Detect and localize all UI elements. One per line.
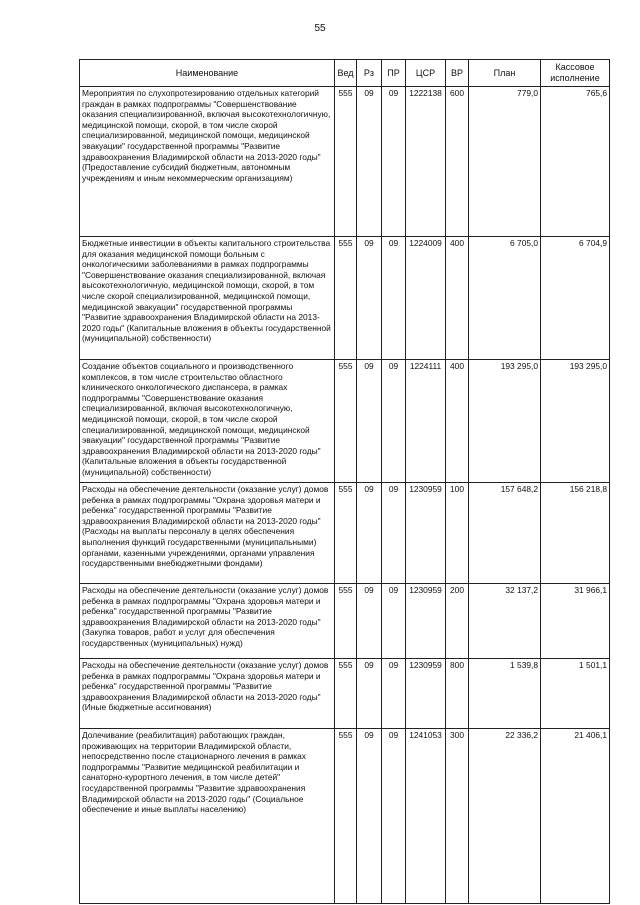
row-cash: 156 218,8	[541, 483, 610, 584]
table-row	[80, 483, 610, 584]
row-plan: 32 137,2	[469, 584, 541, 659]
row-ved: 555	[335, 360, 357, 483]
header-pr: ПР	[382, 60, 406, 87]
row-plan: 6 705,0	[469, 237, 541, 360]
row-cash: 765,6	[541, 87, 610, 237]
row-plan: 1 539,8	[469, 659, 541, 729]
table-row	[80, 584, 610, 659]
header-ved: Вед	[335, 60, 357, 87]
row-name: Расходы на обеспечение деятельности (оказание услуг) домов ребенка в рамках подпрограммы "Охрана здоровья матери и ребенка" государственной программы "Развитие здравоохранения Владимирской области на 2013-2020 годы" (Расходы на выплаты персоналу в целях обеспечения выполнения функций государственными (муниципальными) органами, казенными учреждениями, органами управления государственными внебюджетными фондами)	[80, 483, 335, 584]
header-vr: ВР	[446, 60, 469, 87]
row-vr: 800	[446, 659, 469, 729]
row-ved: 555	[335, 729, 357, 904]
row-rz: 09	[357, 584, 382, 659]
row-cash: 21 406,1	[541, 729, 610, 904]
row-ved: 555	[335, 584, 357, 659]
row-pr: 09	[382, 584, 406, 659]
row-cash: 6 704,9	[541, 237, 610, 360]
row-name: Создание объектов социального и производственного комплексов, в том числе строительство областного клинического онкологического диспансера, в рамках подпрограммы "Совершенствование оказания специализированной, включая высокотехнологичную, медицинской помощи, скорой, в том числе скорой специализированной, медицинской помощи, медицинской эвакуации" государственной программы "Развитие здравоохранения Владимирской области на 2013-2020 годы" (Капитальные вложения в объекты государственной (муниципальной) собственности)	[80, 360, 335, 483]
row-vr: 400	[446, 237, 469, 360]
row-rz: 09	[357, 729, 382, 904]
header-csr: ЦСР	[406, 60, 446, 87]
row-pr: 09	[382, 87, 406, 237]
row-rz: 09	[357, 659, 382, 729]
row-cash: 193 295,0	[541, 360, 610, 483]
row-vr: 400	[446, 360, 469, 483]
row-ved: 555	[335, 659, 357, 729]
row-name: Расходы на обеспечение деятельности (оказание услуг) домов ребенка в рамках подпрограммы "Охрана здоровья матери и ребенка" государственной программы "Развитие здравоохранения Владимирской области на 2013-2020 годы" (Закупка товаров, работ и услуг для обеспечения государственных (муниципальных) нужд)	[80, 584, 335, 659]
row-plan: 22 336,2	[469, 729, 541, 904]
header-rz: Рз	[357, 60, 382, 87]
row-vr: 600	[446, 87, 469, 237]
row-csr: 1222138	[406, 87, 446, 237]
row-vr: 100	[446, 483, 469, 584]
row-ved: 555	[335, 87, 357, 237]
row-csr: 1224009	[406, 237, 446, 360]
row-name: Мероприятия по слухопротезированию отдельных категорий граждан в рамках подпрограммы "Совершенствование оказания специализированной, включая высокотехнологичную, медицинской помощи, скорой, в том числе скорой специализированной, медицинской помощи, медицинской эвакуации" государственной программы "Развитие здравоохранения Владимирской области на 2013-2020 годы" (Предоставление субсидий бюджетным, автономным учреждениям и иным некоммерческим организациям)	[80, 87, 335, 237]
row-plan: 157 648,2	[469, 483, 541, 584]
row-csr: 1241053	[406, 729, 446, 904]
row-cash: 31 966,1	[541, 584, 610, 659]
header-cash: Кассовое исполнение	[541, 60, 610, 87]
table-row	[80, 87, 610, 237]
row-ved: 555	[335, 483, 357, 584]
row-name: Расходы на обеспечение деятельности (оказание услуг) домов ребенка в рамках подпрограммы "Охрана здоровья матери и ребенка" государственной программы "Развитие здравоохранения Владимирской области на 2013-2020 годы" (Иные бюджетные ассигнования)	[80, 659, 335, 729]
row-cash: 1 501,1	[541, 659, 610, 729]
row-pr: 09	[382, 483, 406, 584]
row-pr: 09	[382, 659, 406, 729]
budget-table	[79, 59, 610, 904]
header-name: Наименование	[80, 60, 335, 87]
row-plan: 193 295,0	[469, 360, 541, 483]
row-vr: 200	[446, 584, 469, 659]
header-plan: План	[469, 60, 541, 87]
row-vr: 300	[446, 729, 469, 904]
row-csr: 1230959	[406, 584, 446, 659]
row-name: Долечивание (реабилитация) работающих граждан, проживающих на территории Владимирской области, непосредственно после стационарного лечения в рамках подпрограммы "Развитие медицинской реабилитации и санаторно-курортного лечения, в том числе детей" государственной программы "Развитие здравоохранения Владимирской области на 2013-2020 годы" (Социальное обеспечение и иные выплаты населению)	[80, 729, 335, 904]
row-rz: 09	[357, 87, 382, 237]
row-csr: 1230959	[406, 483, 446, 584]
row-plan: 779,0	[469, 87, 541, 237]
row-rz: 09	[357, 483, 382, 584]
row-csr: 1230959	[406, 659, 446, 729]
table-row	[80, 360, 610, 483]
row-csr: 1224111	[406, 360, 446, 483]
row-pr: 09	[382, 237, 406, 360]
row-name: Бюджетные инвестиции в объекты капитального строительства для оказания медицинской помощи больным с онкологическими заболеваниями в рамках подпрограммы "Совершенствование оказания специализированной, включая высокотехнологичную, медицинской помощи, скорой, в том числе скорой специализированной, медицинской помощи, медицинской эвакуации" государственной программы "Развитие здравоохранения Владимирской области на 2013-2020 годы" (Капитальные вложения в объекты государственной (муниципальной) собственности)	[80, 237, 335, 360]
row-ved: 555	[335, 237, 357, 360]
table-row	[80, 237, 610, 360]
row-rz: 09	[357, 237, 382, 360]
page-number: 55	[314, 23, 326, 34]
table-row	[80, 659, 610, 729]
table-header-row	[80, 60, 610, 87]
row-pr: 09	[382, 360, 406, 483]
table-row	[80, 729, 610, 904]
row-pr: 09	[382, 729, 406, 904]
row-rz: 09	[357, 360, 382, 483]
